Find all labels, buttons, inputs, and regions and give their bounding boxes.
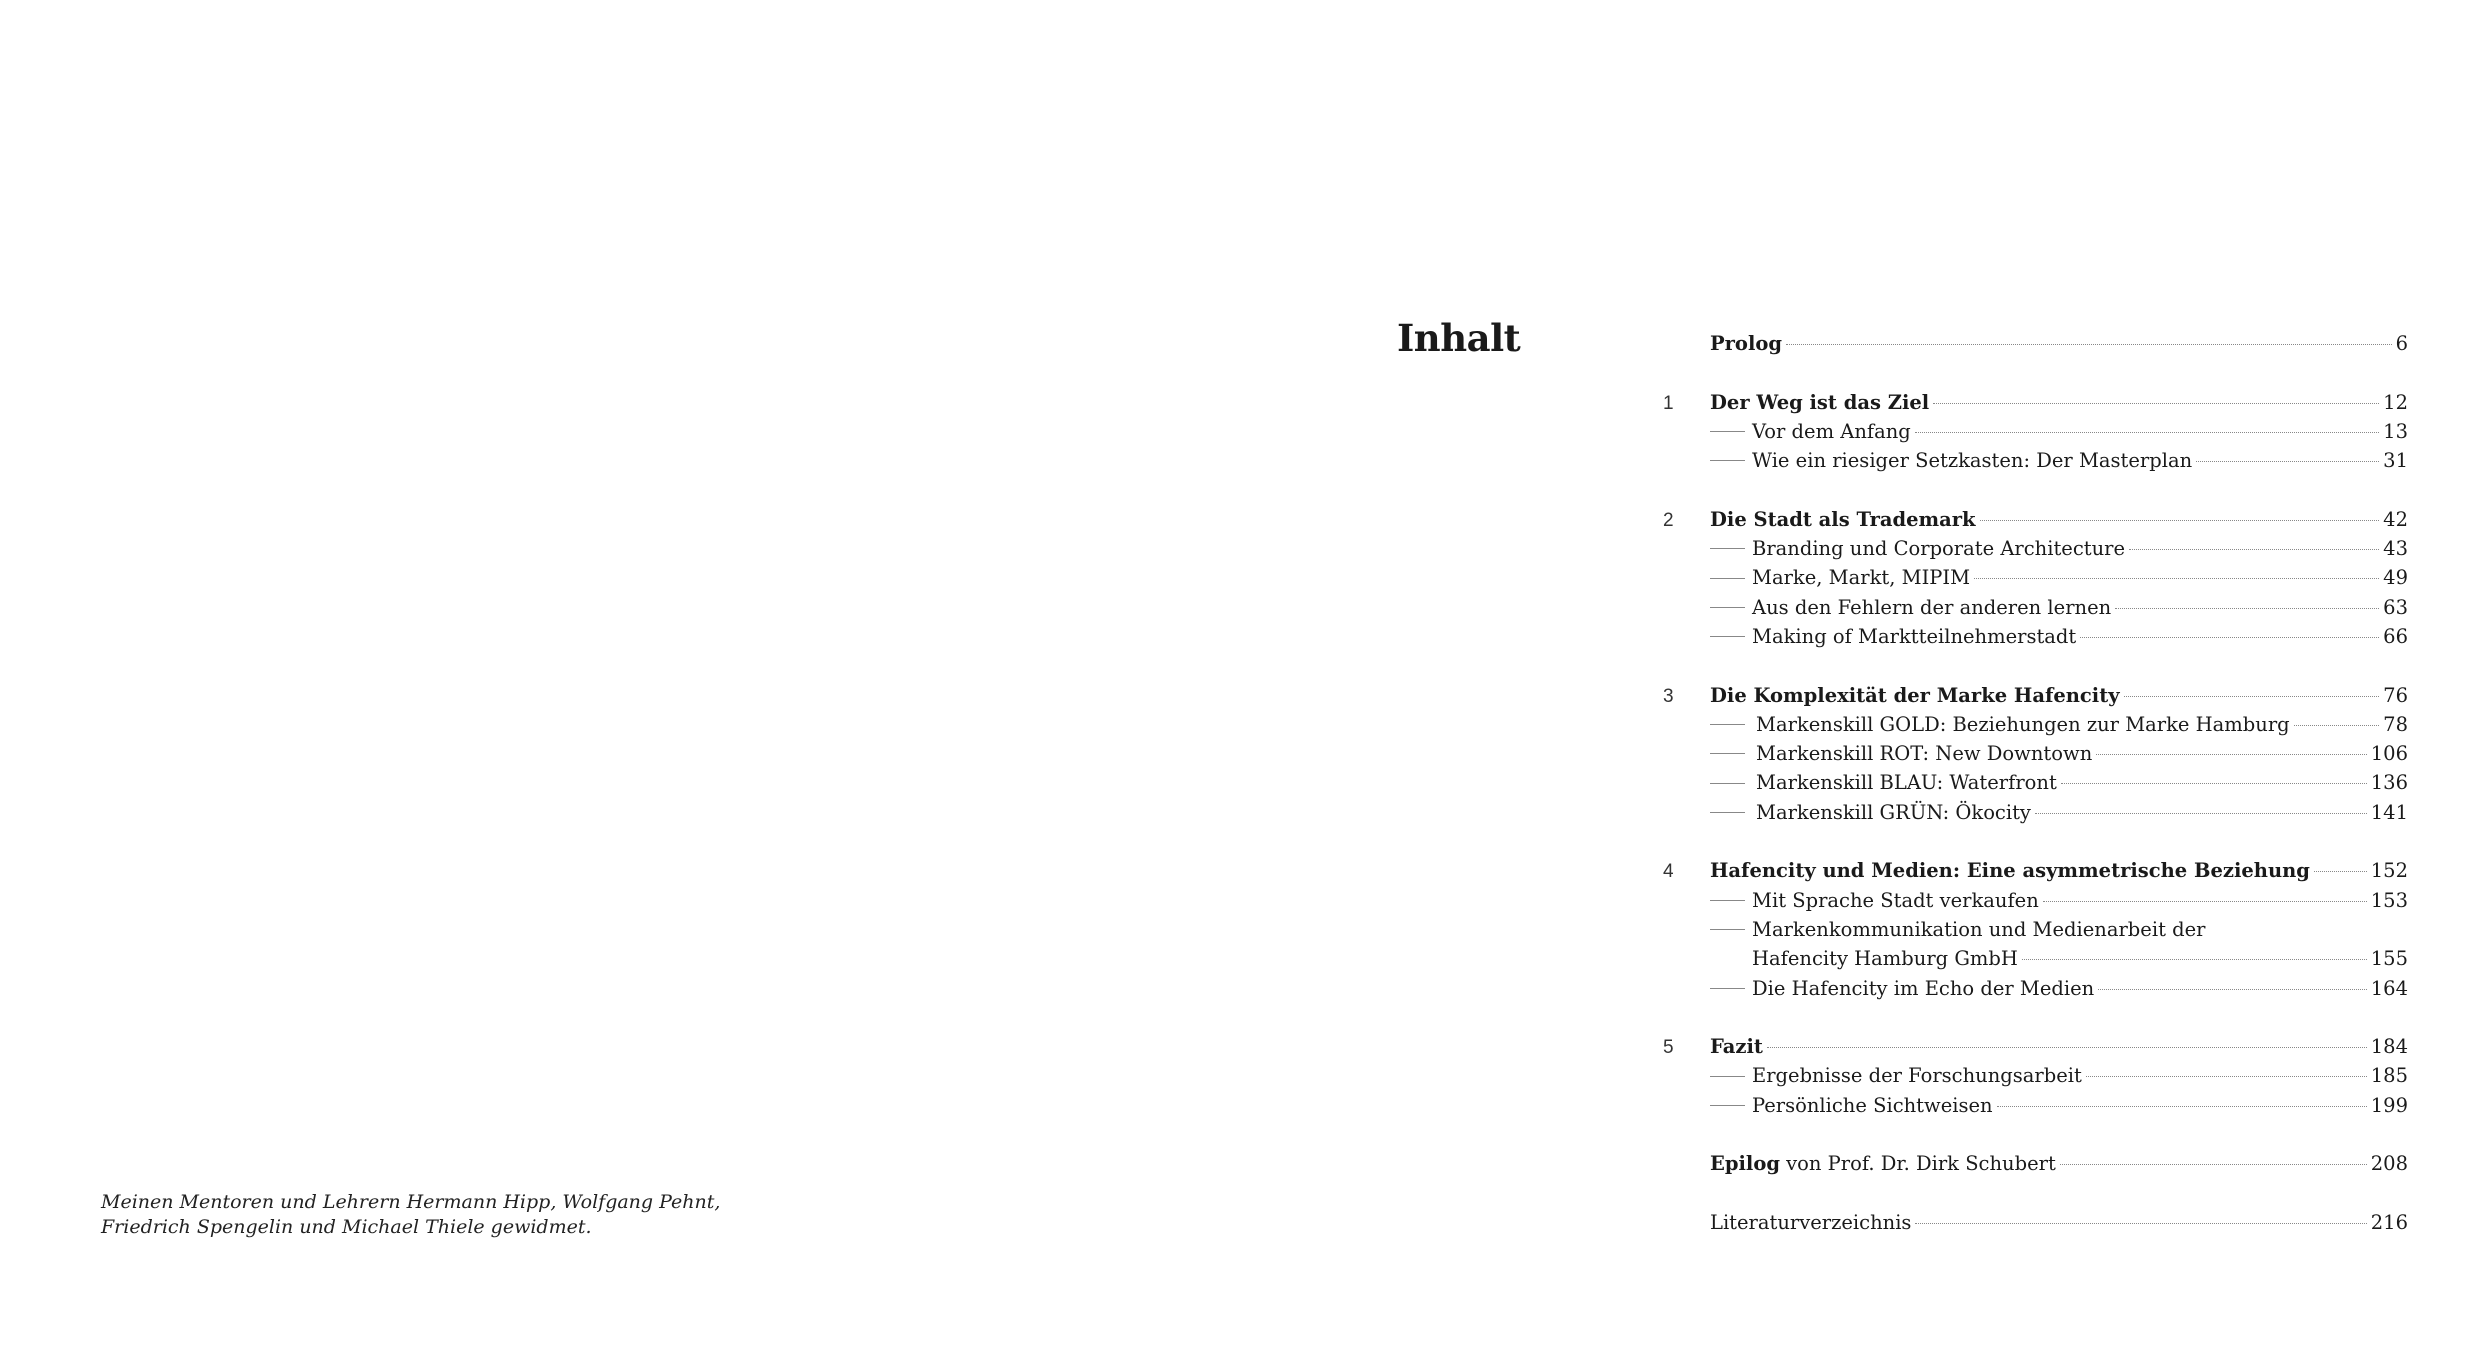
page-number: 184 <box>2370 1035 2408 1059</box>
entry-label: Vor dem Anfang <box>1752 419 1911 443</box>
toc-group <box>1650 329 2408 358</box>
entry-title <box>1752 1091 1993 1120</box>
page-number: 152 <box>2370 859 2408 883</box>
toc-entry <box>1650 768 2408 797</box>
page-number: 155 <box>2370 947 2408 971</box>
page-number: 49 <box>2383 566 2408 590</box>
entry-number: 1 <box>1663 392 1674 414</box>
entry-label: Markenskill ROT: New Downtown <box>1756 742 2093 766</box>
entry-title <box>1752 622 2076 651</box>
dot-leader <box>2294 725 2380 726</box>
page-number: 208 <box>2370 1152 2408 1176</box>
toc-entry-line <box>1650 915 2408 944</box>
dash-divider <box>1710 812 1745 813</box>
dash-divider <box>1710 636 1745 637</box>
entry-title <box>1710 1032 1763 1061</box>
toc-entry <box>1650 329 2408 358</box>
toc-entry <box>1650 1208 2408 1237</box>
entry-number: 4 <box>1663 861 1674 883</box>
table-of-contents <box>1650 329 2408 1237</box>
toc-entry <box>1650 681 2408 710</box>
entry-label: Marke, Markt, MIPIM <box>1752 566 1971 590</box>
page-number: 63 <box>2383 595 2408 619</box>
dot-leader <box>2129 549 2379 550</box>
toc-entry <box>1650 505 2408 534</box>
dash-divider <box>1710 548 1745 549</box>
page-number: 66 <box>2383 624 2408 648</box>
dash-divider <box>1710 1105 1745 1106</box>
dash-divider <box>1710 460 1745 461</box>
entry-label: Epilog <box>1710 1152 1780 1176</box>
entry-label: Der Weg ist das Ziel <box>1710 390 1930 414</box>
entry-label: Aus den Fehlern der anderen lernen <box>1752 595 2112 619</box>
dot-leader <box>2196 461 2379 462</box>
dot-leader <box>1933 403 2379 404</box>
dot-leader <box>2060 1164 2367 1165</box>
toc-entry <box>1650 944 2408 973</box>
entry-title <box>1752 974 2094 1003</box>
entry-title <box>1756 768 2057 797</box>
entry-title: Markenkommunikation und Medienarbeit der <box>1752 917 2206 941</box>
page-number: 43 <box>2383 537 2408 561</box>
entry-number: 5 <box>1663 1037 1674 1059</box>
entry-title <box>1752 593 2111 622</box>
dot-leader <box>2314 871 2367 872</box>
entry-title <box>1710 856 2310 885</box>
page-number: 136 <box>2370 771 2408 795</box>
dedication-line: Meinen Mentoren und Lehrern Hermann Hipp, Wolfgang Pehnt, <box>101 1191 721 1213</box>
toc-entry <box>1650 856 2408 885</box>
entry-label: Wie ein riesiger Setzkasten: Der Masterplan <box>1752 449 2193 473</box>
entry-label: Making of Marktteilnehmerstadt <box>1752 624 2077 648</box>
page-number: 153 <box>2370 888 2408 912</box>
entry-label: Die Stadt als Trademark <box>1710 507 1976 531</box>
entry-title <box>1710 329 1782 358</box>
toc-entry <box>1650 534 2408 563</box>
entry-title <box>1756 739 2092 768</box>
dot-leader <box>1767 1047 2367 1048</box>
entry-label: Branding und Corporate Architecture <box>1752 537 2125 561</box>
dot-leader <box>1786 344 2392 345</box>
entry-label: Markenskill GOLD: Beziehungen zur Marke Hamburg <box>1756 712 2290 736</box>
entry-label: Hafencity und Medien: Eine asymmetrische Beziehung <box>1710 859 2310 883</box>
page-number: 185 <box>2370 1064 2408 1088</box>
entry-number: 3 <box>1663 685 1674 707</box>
page-number: 76 <box>2383 683 2408 707</box>
toc-entry <box>1650 1091 2408 1120</box>
toc-group <box>1650 505 2408 651</box>
dedication <box>101 1190 720 1240</box>
toc-entry <box>1650 886 2408 915</box>
entry-title <box>1752 563 1970 592</box>
page-number: 31 <box>2383 449 2408 473</box>
entry-title <box>1710 505 1976 534</box>
dot-leader <box>1974 578 2379 579</box>
entry-title <box>1710 681 2120 710</box>
dot-leader <box>2035 813 2367 814</box>
dash-divider <box>1710 753 1745 754</box>
dot-leader <box>1915 432 2379 433</box>
page-number: 216 <box>2370 1210 2408 1234</box>
dot-leader <box>2124 696 2380 697</box>
dot-leader <box>2086 1076 2367 1077</box>
entry-label: Fazit <box>1710 1035 1763 1059</box>
dot-leader <box>2115 608 2379 609</box>
page-number: 106 <box>2370 742 2408 766</box>
toc-entry <box>1650 974 2408 1003</box>
spacer <box>1710 958 1745 959</box>
entry-label: Die Komplexität der Marke Hafencity <box>1710 683 2120 707</box>
page-number: 12 <box>2383 390 2408 414</box>
entry-label: Markenskill GRÜN: Ökocity <box>1756 800 2031 824</box>
dot-leader <box>2098 989 2367 990</box>
toc-entry <box>1650 593 2408 622</box>
entry-title <box>1752 446 2192 475</box>
dedication-line: Friedrich Spengelin und Michael Thiele gewidmet. <box>101 1216 592 1238</box>
dash-divider <box>1710 988 1745 989</box>
page-number: 141 <box>2370 800 2408 824</box>
toc-entry <box>1650 1061 2408 1090</box>
entry-label: Ergebnisse der Forschungsarbeit <box>1752 1064 2082 1088</box>
entry-title <box>1752 886 2039 915</box>
toc-entry <box>1650 622 2408 651</box>
entry-title <box>1710 1149 2056 1178</box>
toc-entry <box>1650 446 2408 475</box>
entry-title <box>1752 1061 2082 1090</box>
page-title: Inhalt <box>1397 316 1521 360</box>
toc-entry <box>1650 388 2408 417</box>
dash-divider <box>1710 1076 1745 1077</box>
entry-label: Prolog <box>1710 332 1782 355</box>
toc-group <box>1650 1208 2408 1237</box>
entry-label: Persönliche Sichtweisen <box>1752 1093 1993 1117</box>
dash-divider <box>1710 900 1745 901</box>
toc-group <box>1650 1149 2408 1178</box>
dot-leader <box>1915 1223 2366 1224</box>
dot-leader <box>2096 754 2367 755</box>
entry-title <box>1710 388 1929 417</box>
toc-group <box>1650 1032 2408 1120</box>
toc-group <box>1650 388 2408 476</box>
page-number: 164 <box>2370 976 2408 1000</box>
entry-title <box>1756 798 2031 827</box>
entry-label: Markenskill BLAU: Waterfront <box>1756 771 2057 795</box>
page-number: 42 <box>2383 507 2408 531</box>
dot-leader <box>1980 520 2380 521</box>
dash-divider <box>1710 578 1745 579</box>
entry-label: Mit Sprache Stadt verkaufen <box>1752 888 2039 912</box>
toc-entry <box>1650 417 2408 446</box>
entry-number: 2 <box>1663 509 1674 531</box>
entry-title <box>1752 417 1911 446</box>
toc-group <box>1650 681 2408 827</box>
page-number: 13 <box>2383 419 2408 443</box>
dash-divider <box>1710 431 1745 432</box>
entry-suffix: von Prof. Dr. Dirk Schubert <box>1779 1152 2056 1176</box>
dash-divider <box>1710 607 1745 608</box>
entry-title <box>1710 1208 1911 1237</box>
dot-leader <box>2043 901 2367 902</box>
page-number: 6 <box>2395 332 2408 355</box>
toc-entry <box>1650 798 2408 827</box>
dot-leader <box>1997 1106 2367 1107</box>
page-number: 78 <box>2383 712 2408 736</box>
dash-divider <box>1710 724 1745 725</box>
dot-leader <box>2080 637 2379 638</box>
toc-entry <box>1650 1032 2408 1061</box>
dash-divider <box>1710 929 1745 930</box>
entry-label: Die Hafencity im Echo der Medien <box>1752 976 2095 1000</box>
toc-entry <box>1650 710 2408 739</box>
toc-entry <box>1650 739 2408 768</box>
entry-title <box>1752 534 2125 563</box>
entry-title <box>1756 710 2290 739</box>
entry-label: Literaturverzeichnis <box>1710 1210 1912 1234</box>
toc-entry <box>1650 1149 2408 1178</box>
dot-leader <box>2022 959 2367 960</box>
page-number: 199 <box>2370 1093 2408 1117</box>
dash-divider <box>1710 783 1745 784</box>
entry-title: Hafencity Hamburg GmbH <box>1752 947 2018 971</box>
toc-entry <box>1650 563 2408 592</box>
dot-leader <box>2061 783 2367 784</box>
toc-group <box>1650 856 2408 1002</box>
